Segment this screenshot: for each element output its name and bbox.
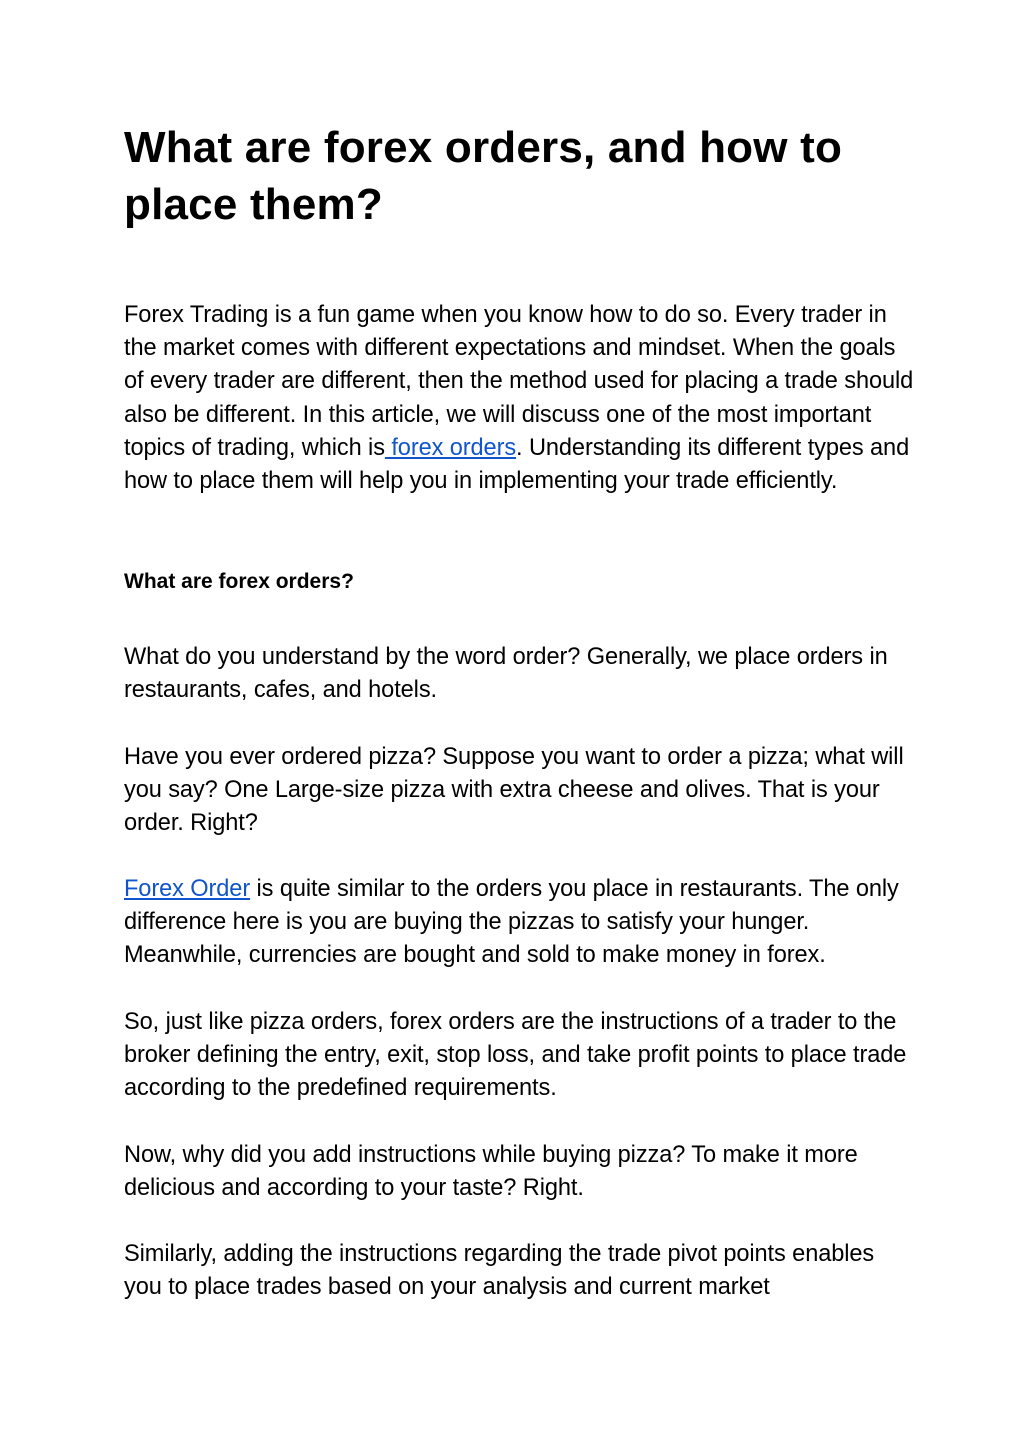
forex-orders-link[interactable]: forex orders [384,434,517,461]
forex-order-text-after-link: is quite similar to the orders you place in restaurants. The only difference here is you are buying the pizzas to satisfy your hunger. Meanwhile, currencies are bought and sold to make money in forex. [124,876,899,969]
article-title: What are forex orders, and how to place them? [124,123,843,229]
paragraph-pizza-example: Have you ever ordered pizza? Suppose you want to order a pizza; what will you say? One Large-size pizza with extra cheese and olives. That is your order. Right? [124,744,904,837]
paragraph-order-meaning: What do you understand by the word order? Generally, we place orders in restaurants, cafes, and hotels. [124,644,888,704]
intro-paragraph [124,299,914,498]
forex-order-link[interactable]: Forex Order [124,876,251,902]
intro-text-before-link: Forex Trading is a fun game when you know how to do so. Every trader in the market comes with different expectations and mindset. When the goals of every trader are different, then the method used for placing a trade should also be different. In this article, we will discuss one of the most important topics of trading, which is [124,302,914,461]
paragraph-pivot-points: Similarly, adding the instructions regarding the trade pivot points enables you to place trades based on your analysis and current market [124,1241,875,1301]
paragraph-why-instructions: Now, why did you add instructions while buying pizza? To make it more delicious and according to your taste? Right. [124,1142,858,1202]
paragraph-forex-order [124,873,914,973]
section-heading: What are forex orders? [124,570,354,593]
paragraph-instructions: So, just like pizza orders, forex orders are the instructions of a trader to the broker defining the entry, exit, stop loss, and take profit points to place trade according to the predefined requirements. [124,1009,907,1102]
intro-text-after-link: . Understanding its different types and how to place them will help you in implementing your trade efficiently. [124,434,910,495]
